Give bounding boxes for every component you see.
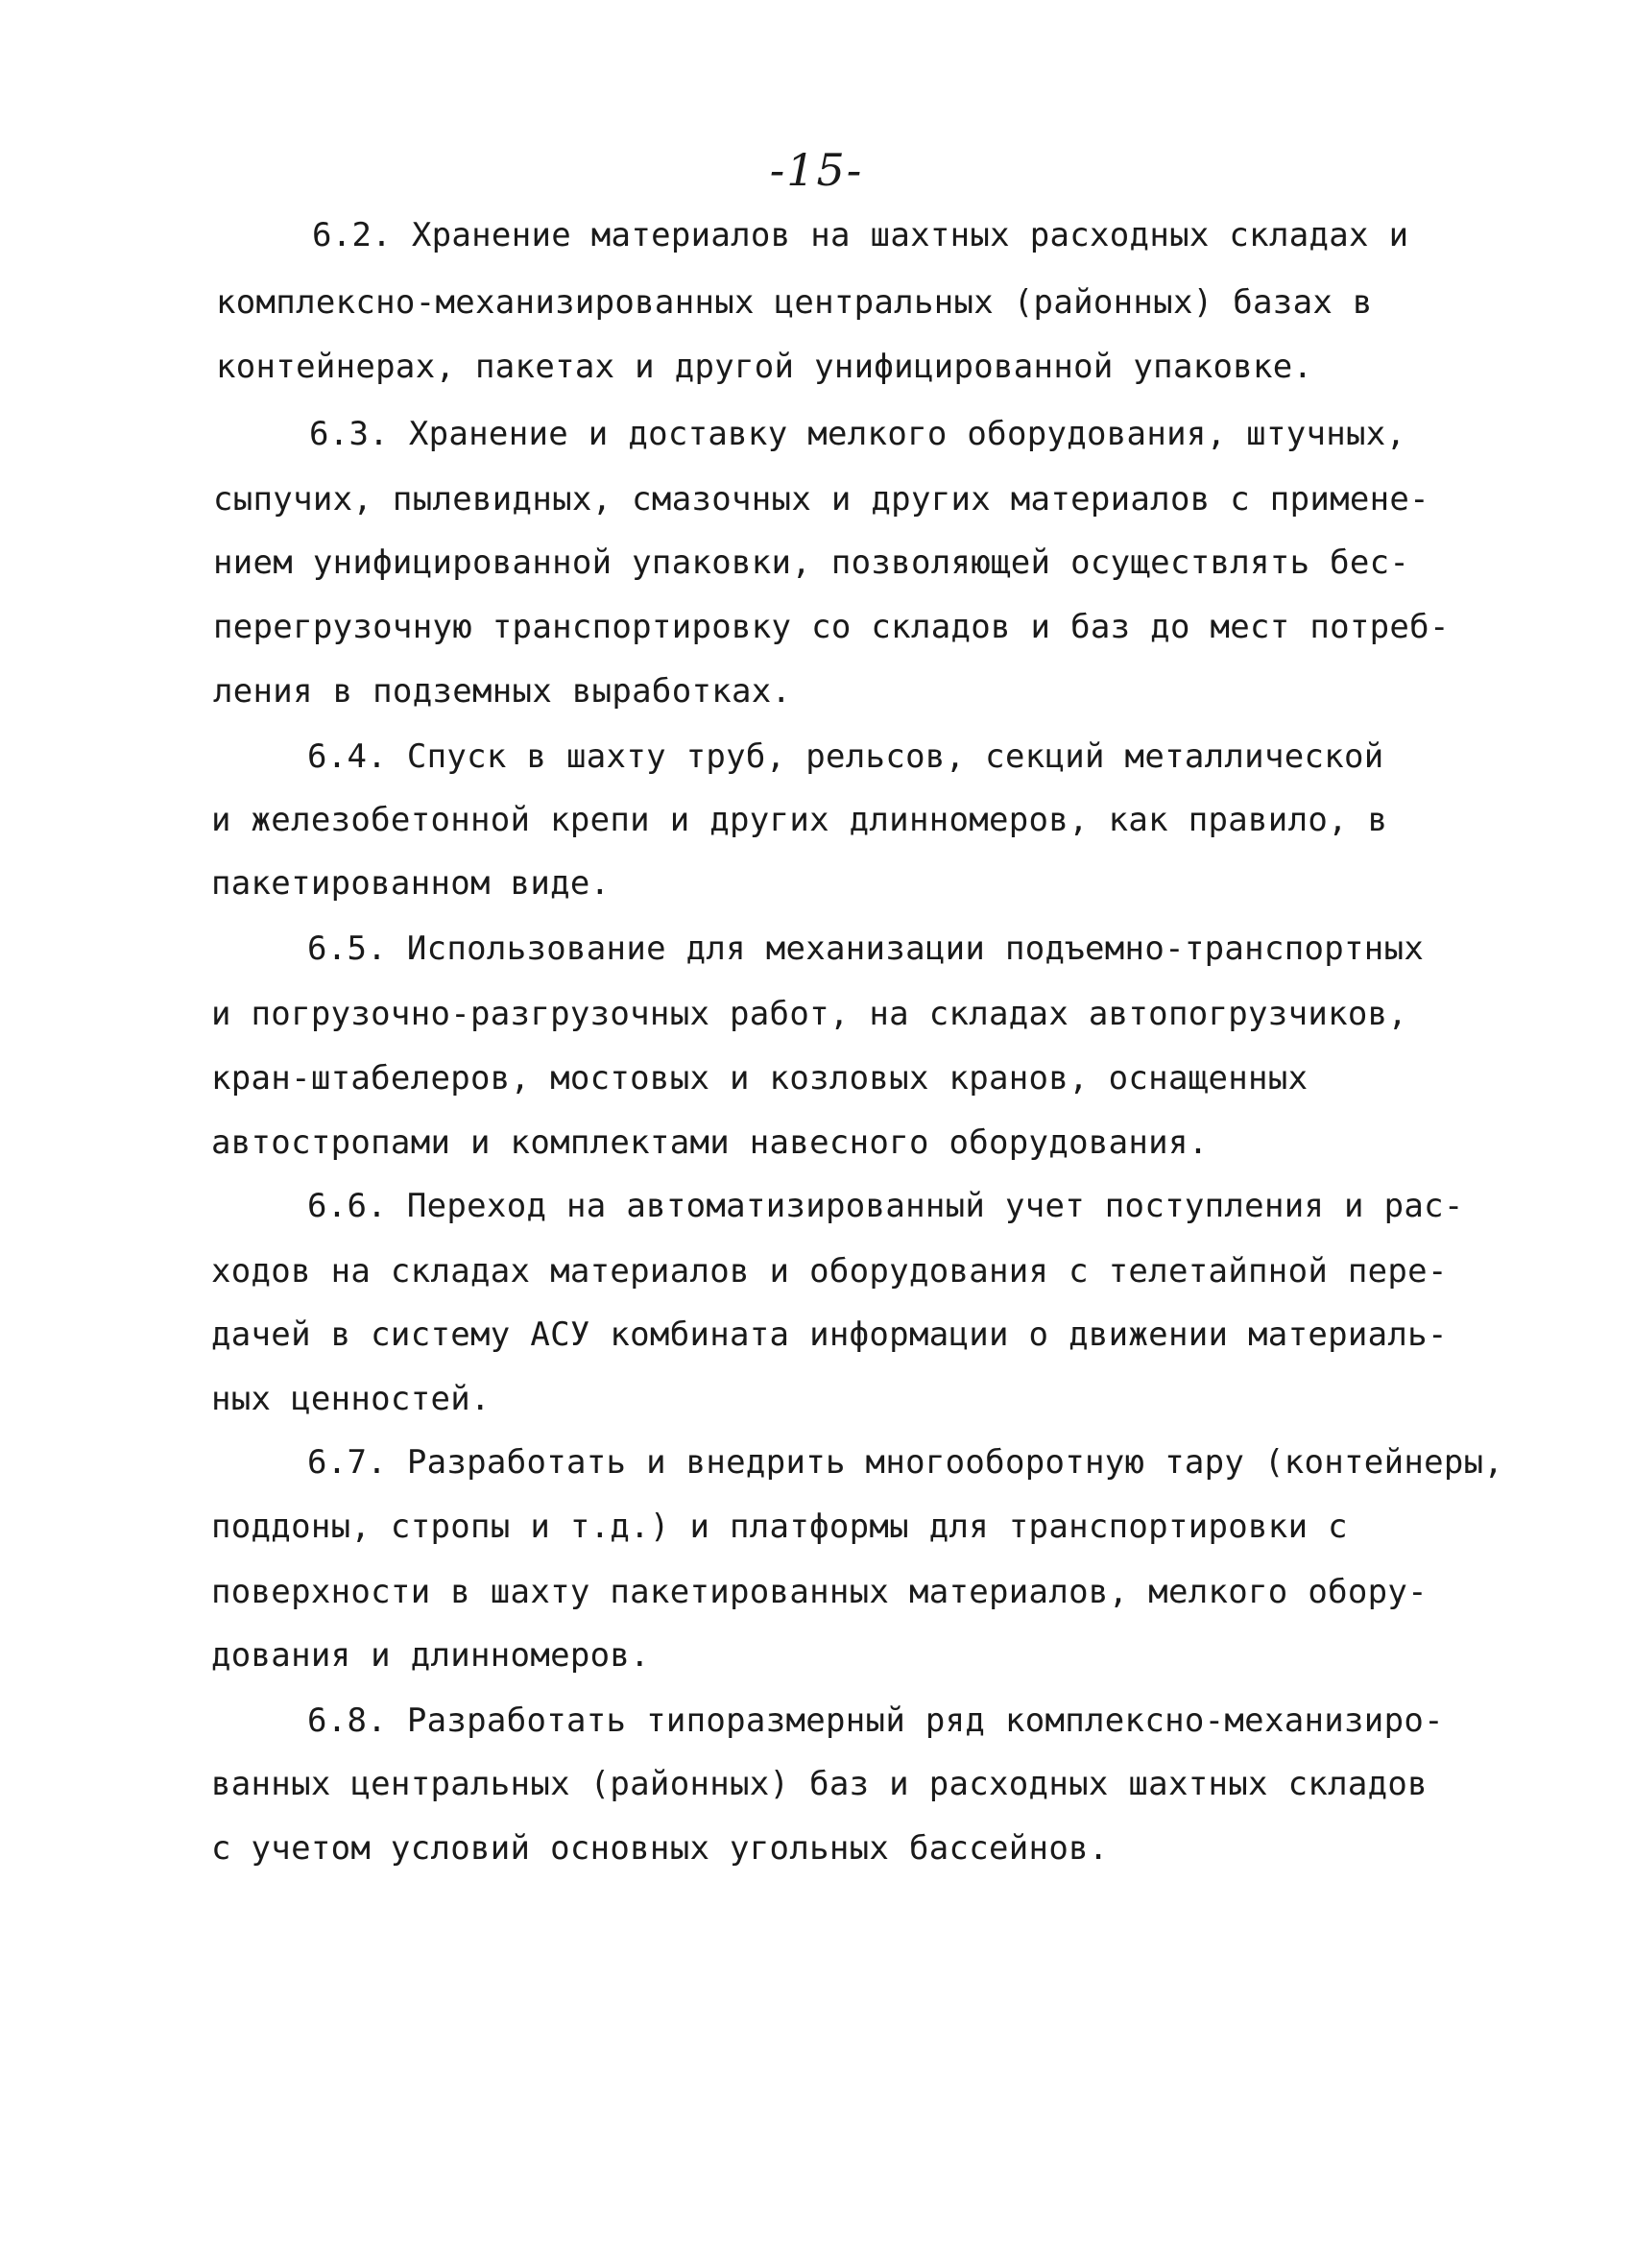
text-line: и железобетонной крепи и других длинномеров, как правило, в (211, 801, 1388, 839)
text-line: поддоны, стропы и т.д.) и платформы для транспортировки с (211, 1508, 1348, 1546)
text-line: 6.4. Спуск в шахту труб, рельсов, секций металлической (307, 737, 1384, 776)
text-line: комплексно-механизированных центральных (районных) базах в (216, 283, 1373, 322)
text-line: с учетом условий основных угольных бассейнов. (211, 1829, 1109, 1868)
text-line: ных ценностей. (211, 1380, 491, 1418)
text-line: 6.2. Хранение материалов на шахтных расходных складах и (312, 216, 1409, 254)
text-line: 6.5. Использование для механизации подъемно-транспортных (307, 929, 1425, 968)
text-line: ванных центральных (районных) баз и расходных шахтных складов (211, 1765, 1428, 1803)
text-line: и погрузочно-разгрузочных работ, на складах автопогрузчиков, (211, 995, 1408, 1033)
text-line: автостропами и комплектами навесного оборудования. (211, 1123, 1209, 1162)
text-line: 6.3. Хранение и доставку мелкого оборудования, штучных, (309, 415, 1406, 453)
text-line: кран-штабелеров, мостовых и козловых кранов, оснащенных (211, 1059, 1309, 1098)
text-line: дачей в систему АСУ комбината информации о движении материаль- (211, 1315, 1448, 1354)
text-line: сыпучих, пылевидных, смазочных и других материалов с примене- (213, 480, 1429, 519)
text-line: 6.8. Разработать типоразмерный ряд комплексно-механизиро- (307, 1701, 1444, 1740)
text-line: нием унифицированной упаковки, позволяющей осуществлять бес- (213, 543, 1410, 582)
text-line: пакетированном виде. (211, 864, 611, 903)
text-line: 6.7. Разработать и внедрить многооборотную тару (контейнеры, (307, 1443, 1504, 1482)
text-line: ления в подземных выработках. (213, 672, 792, 711)
text-line: контейнерах, пакетах и другой унифицированной упаковке. (216, 348, 1313, 386)
page-number: -15- (769, 144, 864, 196)
text-line: поверхности в шахту пакетированных материалов, мелкого обору- (211, 1573, 1428, 1611)
text-line: ходов на складах материалов и оборудования с телетайпной пере- (211, 1252, 1448, 1291)
text-line: дования и длинномеров. (211, 1636, 650, 1675)
text-line: перегрузочную транспортировку со складов и баз до мест потреб- (213, 608, 1450, 646)
text-line: 6.6. Переход на автоматизированный учет поступления и рас- (307, 1187, 1464, 1225)
